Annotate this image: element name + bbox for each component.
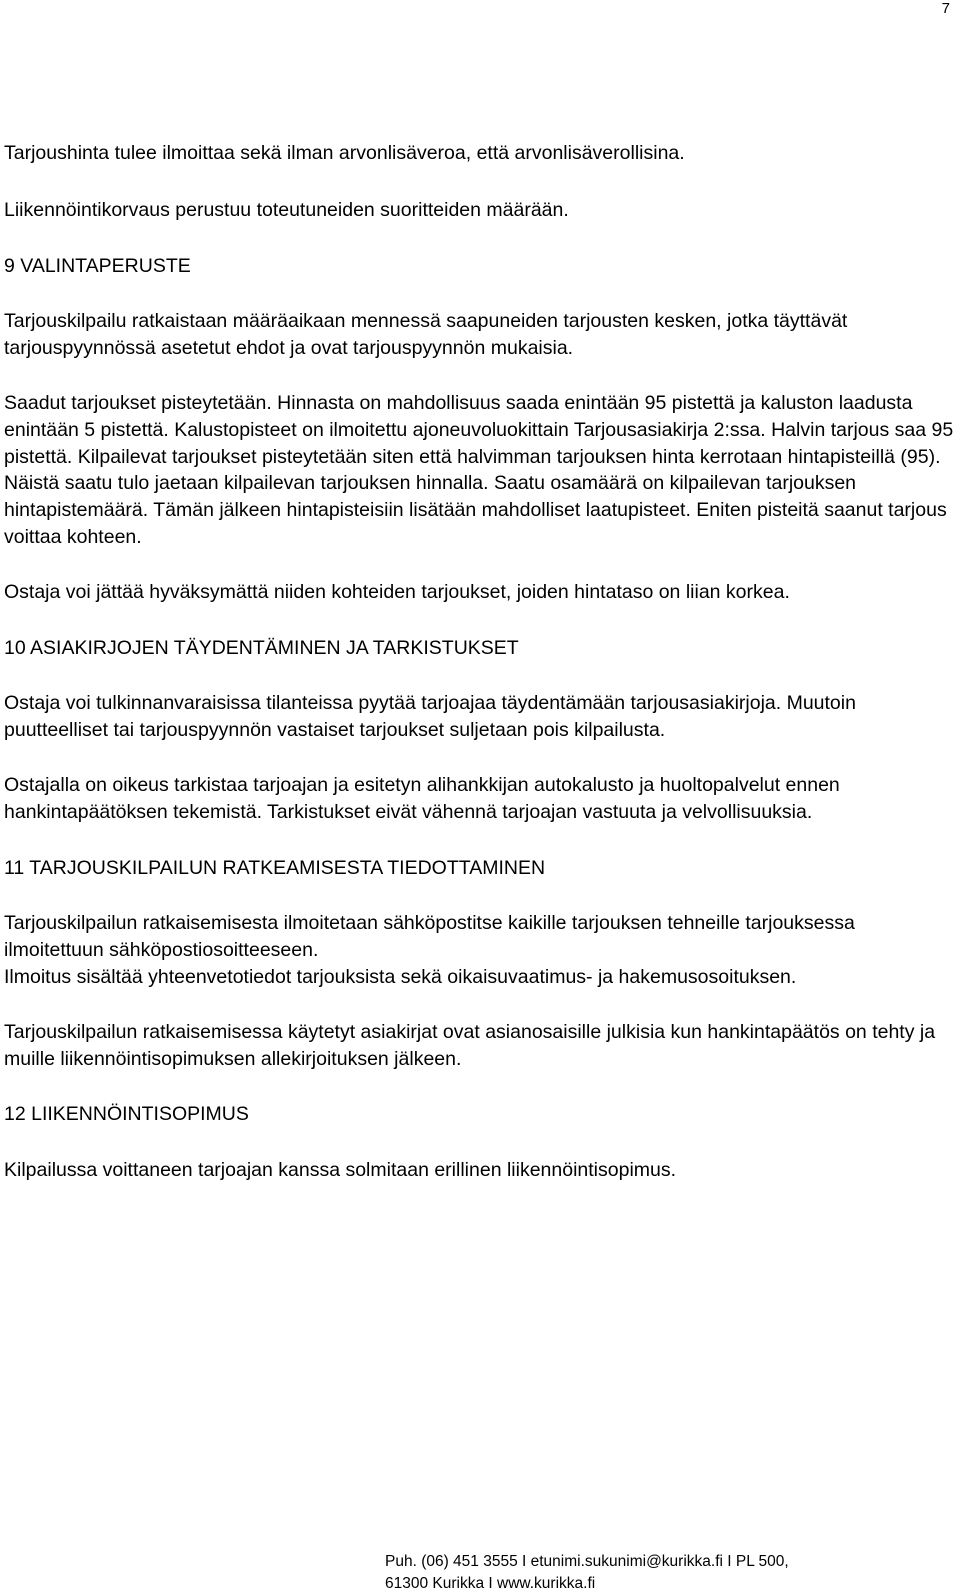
section-heading-12: 12 LIIKENNÖINTISOPIMUS — [4, 1103, 249, 1126]
paragraph-notification: Tarjouskilpailun ratkaisemisesta ilmoitetaan sähköpostitse kaikille tarjouksen tehneille tarjouksessa ilmoitettuun sähköpostiosoitteeseen. — [4, 912, 855, 962]
footer-contact-line: Puh. (06) 451 3555 I etunimi.sukunimi@kurikka.fi I PL 500, — [385, 1553, 789, 1570]
paragraph-inspection: Ostajalla on oikeus tarkistaa tarjoajan ja esitetyn alihankkijan autokalusto ja huoltopalvelut ennen hankintapäätöksen tekemistä. Tarkistukset eivät vähennä tarjoajan vastuuta ja velvollisuuksia. — [4, 773, 840, 823]
section-heading-10: 10 ASIAKIRJOJEN TÄYDENTÄMINEN JA TARKISTUKSET — [4, 636, 519, 659]
paragraph-public-documents: Tarjouskilpailun ratkaisemisessa käytetyt asiakirjat ovat asianosaisille julkisia kun hankintapäätös on tehty ja muille liikennöintisopimuksen allekirjoituksen jälkeen. — [4, 1020, 936, 1070]
paragraph-price-vat: Tarjoushinta tulee ilmoittaa sekä ilman arvonlisäveroa, että arvonlisäverollisina. — [4, 142, 685, 164]
paragraph-contract: Kilpailussa voittaneen tarjoajan kanssa solmitaan erillinen liikennöintisopimus. — [4, 1159, 677, 1182]
document-body — [4, 140, 956, 1184]
paragraph-rejection: Ostaja voi jättää hyväksymättä niiden kohteiden tarjoukset, joiden hintataso on liian korkea. — [4, 580, 790, 603]
page-footer — [385, 1551, 945, 1595]
paragraph-notification-contents: Ilmoitus sisältää yhteenvetotiedot tarjouksista sekä oikaisuvaatimus- ja hakemusosoituksen. — [4, 965, 797, 988]
footer-address-line: 61300 Kurikka I www.kurikka.fi — [385, 1575, 596, 1592]
page-number: 7 — [941, 0, 950, 17]
paragraph-supplementing: Ostaja voi tulkinnanvaraisissa tilanteissa pyytää tarjoajaa täydentämään tarjousasiakirjoja. Muutoin puutteelliset tai tarjouspyynnön vastaiset tarjoukset suljetaan pois kilpailusta. — [4, 692, 856, 742]
section-heading-9: 9 VALINTAPERUSTE — [4, 254, 191, 277]
section-heading-11: 11 TARJOUSKILPAILUN RATKEAMISESTA TIEDOTTAMINEN — [4, 856, 546, 879]
paragraph-selection-basis: Tarjouskilpailu ratkaistaan määräaikaan mennessä saapuneiden tarjousten kesken, jotka täyttävät tarjouspyynnössä asetetut ehdot ja ovat tarjouspyynnön mukaisia. — [4, 310, 848, 360]
paragraph-scoring: Saadut tarjoukset pisteytetään. Hinnasta on mahdollisuus saada enintään 95 pistettä ja kaluston laadusta enintään 5 pistettä. Kalustopisteet on ilmoitettu ajoneuvoluokittain Tarjousasiakirja 2:ssa. Halvin tarjous saa 95 pistettä. Kilpailevat tarjoukset pisteytetään siten että halvimman tarjouksen hinta kerrotaan hintapisteillä (95). Näistä saatu tulo jaetaan kilpailevan tarjouksen hinnalla. Saatu osamäärä on kilpailevan tarjouksen hintapistemäärä. Tämän jälkeen hintapisteisiin lisätään mahdolliset laatupisteet. Eniten pisteitä saanut tarjous voittaa kohteen. — [4, 391, 954, 548]
paragraph-compensation: Liikennöintikorvaus perustuu toteutuneiden suoritteiden määrään. — [4, 198, 569, 221]
